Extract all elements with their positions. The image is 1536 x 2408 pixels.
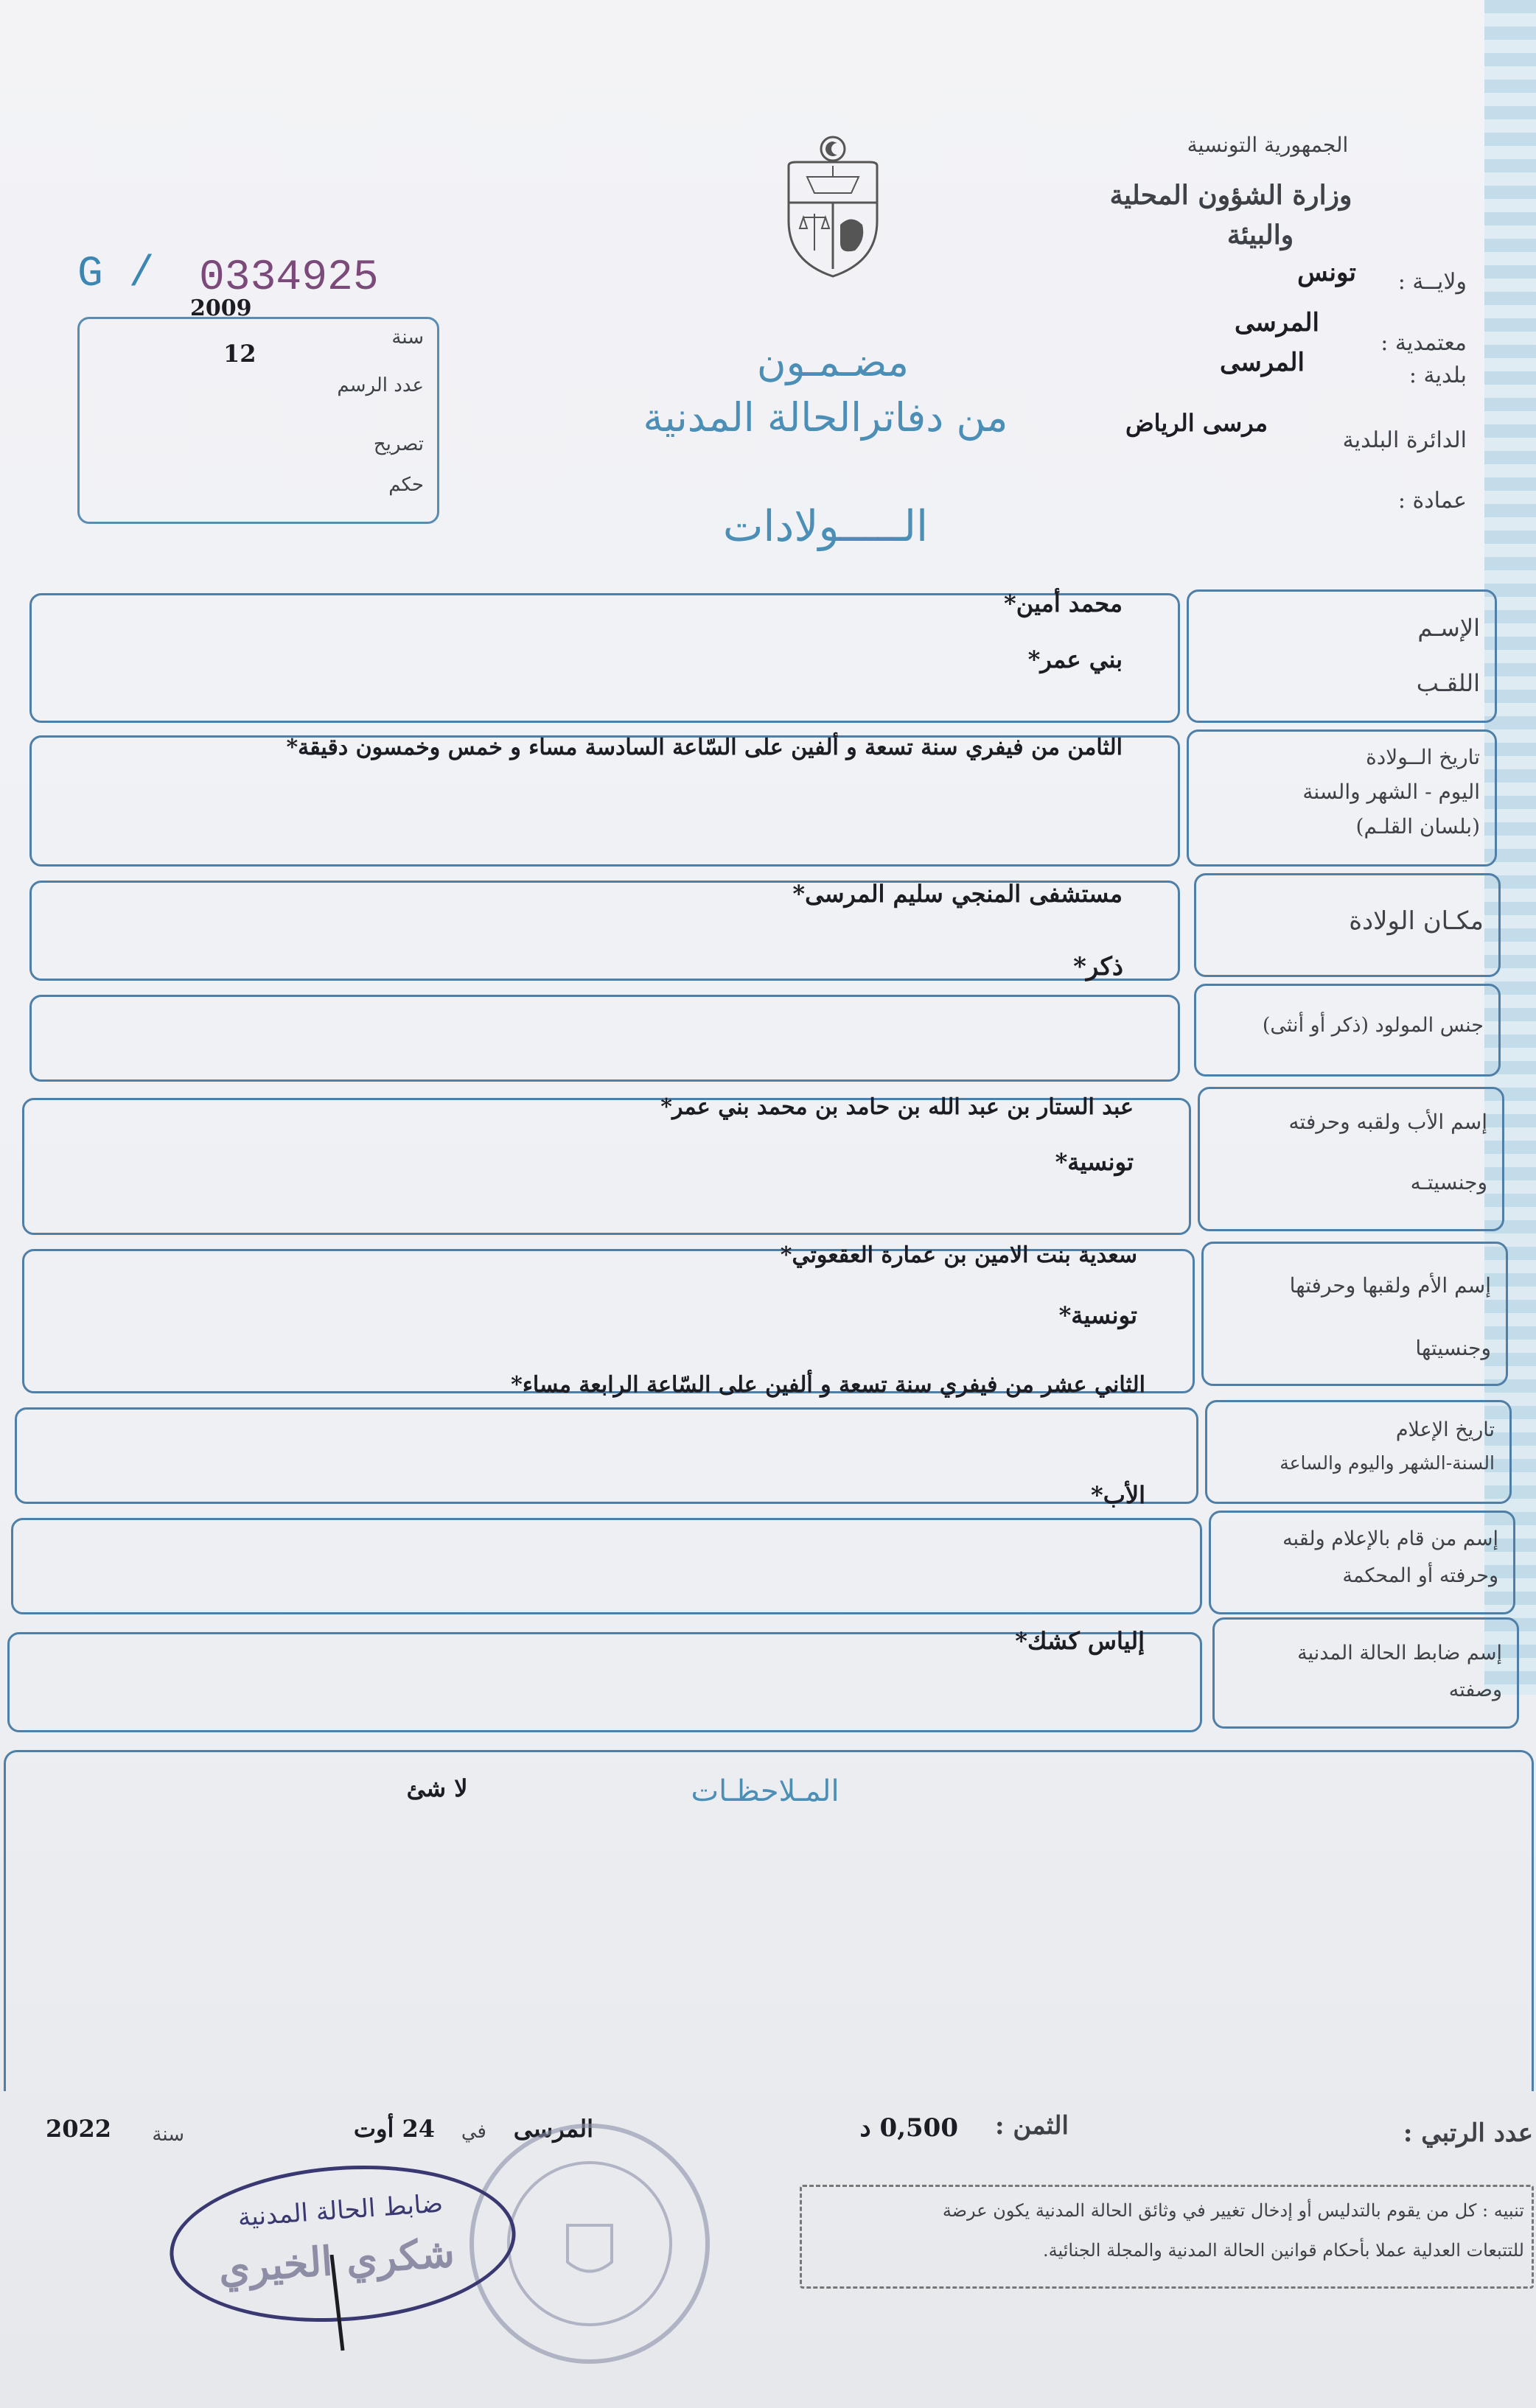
mother-value-name: سعدية بنت الامين بن عمارة العقعوتي*	[780, 1242, 1137, 1268]
year-value: 2009	[190, 295, 252, 321]
ruling-label: حكم	[388, 474, 424, 496]
father-value-name: عبد الستار بن عبد الله بن حامد بن محمد بني عمر*	[660, 1094, 1134, 1120]
warning-box	[800, 2185, 1534, 2289]
declaration-date-value: الثاني عشر من فيفري سنة تسعة و ألفين على السّاعة الرابعة مساء*	[511, 1372, 1145, 1398]
year-value-footer: 2022	[46, 2115, 112, 2143]
baladia-value: المرسى	[1219, 348, 1305, 377]
ministry-line2: والبيئة	[1226, 220, 1294, 251]
warning-line-1: تنبيه : كل من يقوم بالتدليس أو إدخال تغيير في وثائق الحالة المدنية يكون عرضة	[942, 2200, 1524, 2221]
sex-label-box	[1194, 984, 1501, 1077]
wilaya-label: ولايــة :	[1397, 269, 1467, 295]
officer-label-2: وصفته	[1448, 1679, 1502, 1701]
officer-value-box	[7, 1627, 1202, 1732]
stamp-officer-title: ضابط الحالة المدنية	[237, 2188, 444, 2233]
daira-value: مرسى الرياض	[1125, 409, 1268, 437]
name-label-box	[1187, 589, 1497, 723]
serial-number: 0334925	[199, 254, 379, 302]
birth-place-label-box	[1194, 873, 1501, 977]
declaration-label: تصريح	[373, 433, 424, 455]
birth-date-value: الثامن من فيفري سنة تسعة و ألفين على السّاعة السادسة مساء و خمس وخمسون دقيقة*	[286, 735, 1123, 760]
surname-value: بني عمر*	[1027, 645, 1123, 673]
father-value-box	[22, 1094, 1191, 1235]
republic-name: الجمهورية التونسية	[1187, 133, 1349, 157]
name-label: الإسـم	[1417, 614, 1480, 642]
tunisia-coat-of-arms-icon	[767, 133, 899, 280]
title-registers: من دفاترالحالة المدنية	[643, 394, 1008, 441]
wilaya-value: تونس	[1297, 258, 1356, 287]
in-word: في	[461, 2121, 486, 2143]
mother-label-box	[1201, 1242, 1508, 1386]
declaration-date-label-box	[1205, 1400, 1512, 1504]
signature-stroke	[317, 2255, 361, 2365]
title-summary: مضـمـون	[756, 339, 910, 385]
stamp-officer-name: شكري الخيري	[217, 2228, 456, 2292]
mother-label-1: إسم الأم ولقبها وحرفتها	[1289, 1273, 1491, 1298]
warning-line-2: للتتبعات العدلية عملا بأحكام قوانين الحالة المدنية والمجلة الجنائية.	[1043, 2240, 1524, 2261]
remarks-value: لا شئ	[406, 1774, 468, 1802]
birth-date-label-2: اليوم - الشهر والسنة	[1302, 780, 1480, 804]
name-value: محمد أمين*	[1003, 589, 1123, 617]
registration-number-label: عدد الرسم	[337, 374, 424, 396]
birth-place-value-box	[29, 881, 1180, 981]
declaration-date-value-box	[15, 1407, 1198, 1504]
birth-place-value: مستشفى المنجي سليم المرسى*	[792, 880, 1123, 908]
baladia-label: بلدية :	[1408, 363, 1467, 388]
declarant-label-1: إسم من قام بالإعلام ولقبه	[1282, 1527, 1498, 1550]
year-label: سنة	[391, 326, 424, 349]
sex-value-box	[29, 995, 1180, 1082]
mother-label-2: وجنسيتها	[1415, 1336, 1491, 1360]
father-label-box	[1198, 1087, 1504, 1231]
remarks-label: المـلاحظـات	[691, 1774, 839, 1808]
title-births: الـــــولادات	[722, 501, 929, 551]
mother-value-nationality: تونسية*	[1058, 1301, 1137, 1329]
declarant-label-2: وحرفته أو المحكمة	[1342, 1564, 1498, 1587]
price-value: 0,500 د	[859, 2113, 958, 2143]
serial-prefix: G /	[77, 251, 155, 298]
date-value: 24 أوت	[353, 2115, 435, 2143]
declarant-value: الأب*	[1091, 1481, 1145, 1509]
father-label-1: إسم الأب ولقبه وحرفته	[1288, 1110, 1487, 1134]
registry-box	[77, 295, 439, 524]
daira-label: الدائرة البلدية	[1342, 427, 1467, 453]
officer-label-box	[1212, 1617, 1519, 1729]
officer-value: إلياس كشك*	[1015, 1627, 1145, 1655]
birth-date-label-3: (بلسان القلـم)	[1355, 814, 1480, 839]
sex-value: ذكر*	[1073, 952, 1123, 981]
ministry-line1: وزارة الشؤون المحلية	[1109, 180, 1352, 211]
omada-label: عمادة :	[1397, 488, 1467, 514]
declarant-value-box	[11, 1518, 1202, 1614]
birth-date-label-box	[1187, 729, 1497, 867]
place-value: المرسى	[513, 2115, 593, 2143]
officer-label-1: إسم ضابط الحالة المدنية	[1297, 1642, 1502, 1665]
motamadia-value: المرسى	[1234, 308, 1319, 337]
year-label-footer: سنة	[152, 2124, 184, 2146]
father-label-2: وجنسيتـه	[1410, 1170, 1487, 1194]
declaration-date-label-1: تاريخ الإعلام	[1395, 1418, 1495, 1441]
name-value-box	[29, 589, 1180, 723]
birth-date-label-1: تاريخ الــولادة	[1366, 745, 1480, 769]
surname-label: اللقـب	[1416, 669, 1480, 697]
motamadia-label: معتمدية :	[1380, 330, 1467, 356]
sex-label: جنس المولود (ذكر أو أنثى)	[1262, 1014, 1484, 1037]
father-value-nationality: تونسية*	[1055, 1148, 1134, 1176]
declarant-label-box	[1209, 1511, 1515, 1614]
birth-place-label: مكـان الولادة	[1349, 906, 1484, 936]
serial-rank-label: عدد الرتبي :	[1403, 2118, 1533, 2148]
declaration-date-label-2: السنة-الشهر واليوم والساعة	[1280, 1452, 1495, 1474]
registration-number-value: 12	[223, 340, 256, 368]
price-label: الثمن :	[995, 2111, 1069, 2141]
birth-date-value-box	[29, 735, 1180, 867]
remarks-box	[4, 1750, 1534, 2091]
